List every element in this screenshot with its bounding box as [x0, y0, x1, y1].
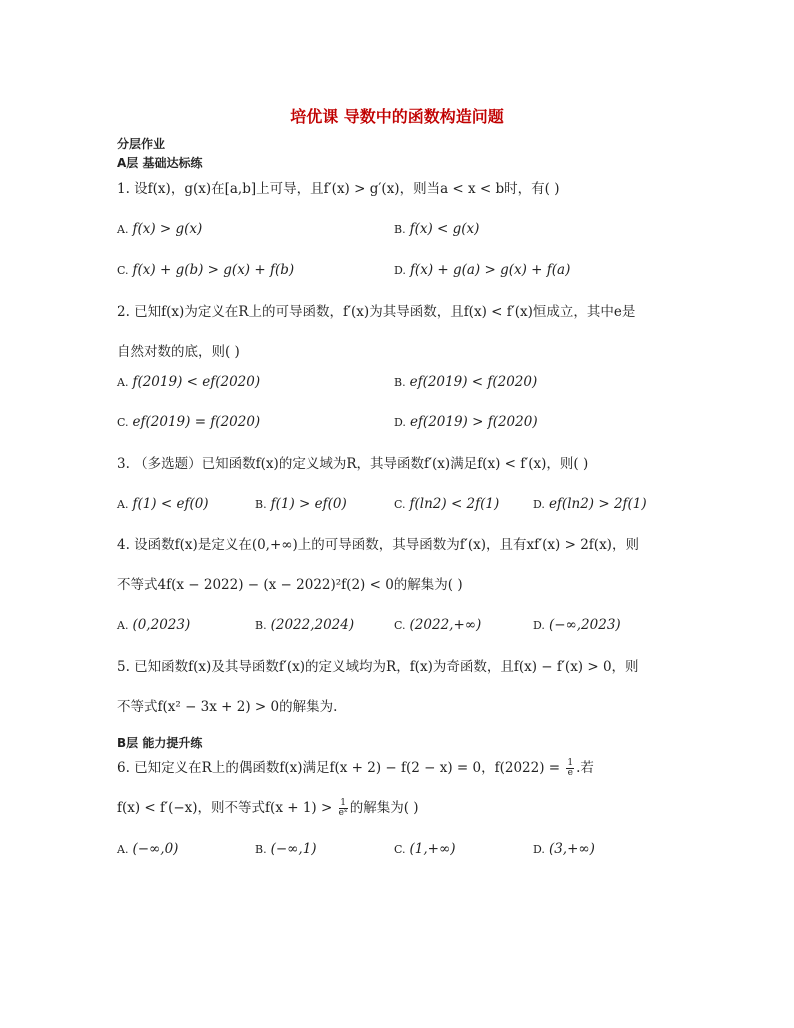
question-2-option-c [117, 412, 260, 433]
question-3-option-b [255, 494, 347, 515]
question-6-stem-line2 [117, 798, 419, 818]
question-4-option-a [117, 615, 190, 636]
option-text: ef(ln2) > 2f(1) [548, 496, 647, 512]
option-label: B. [255, 498, 267, 511]
option-text: (0,2023) [132, 617, 191, 633]
question-1-option-c [117, 260, 294, 281]
question-6-stem2-text: f(x) < f′(−x)，则不等式f(x + 1) > [117, 800, 337, 816]
option-text: ef(2019) = f(2020) [132, 414, 261, 430]
fraction [566, 759, 574, 778]
question-6-stem2-tail: 的解集为( ) [349, 800, 419, 816]
option-label: D. [394, 264, 406, 277]
option-text: (−∞,0) [132, 841, 179, 857]
option-text: (3,+∞) [548, 841, 595, 857]
option-label: A. [117, 843, 129, 856]
option-label: C. [394, 619, 406, 632]
fraction-denominator: e [567, 768, 573, 778]
question-6-option-a [117, 839, 178, 860]
option-label: C. [117, 416, 129, 429]
option-label: B. [394, 223, 406, 236]
option-text: (−∞,1) [270, 841, 317, 857]
question-2-stem-line2: 自然对数的底，则( ) [117, 344, 240, 360]
option-text: (2022,+∞) [409, 617, 482, 633]
question-6-option-b [255, 839, 317, 860]
question-5-stem-line2: 不等式f(x² − 3x + 2) > 0的解集为. [117, 699, 338, 715]
question-4-option-d [533, 615, 621, 636]
question-2-option-a [117, 372, 260, 393]
option-label: D. [533, 498, 545, 511]
option-label: C. [117, 264, 129, 277]
question-3-option-c [394, 494, 499, 515]
option-label: D. [394, 416, 406, 429]
question-4-option-c [394, 615, 481, 636]
option-text: ef(2019) < f(2020) [409, 374, 538, 390]
question-5-stem: 5. 已知函数f(x)及其导函数f′(x)的定义域均为R，f(x)为奇函数，且f(x) − f′(x) > 0，则 [117, 659, 639, 675]
question-2-option-d [394, 412, 538, 433]
option-label: C. [394, 843, 406, 856]
option-text: f(1) < ef(0) [132, 496, 209, 512]
option-text: f(ln2) < 2f(1) [409, 496, 500, 512]
section-heading: 分层作业 [117, 137, 166, 151]
option-label: D. [533, 843, 545, 856]
question-4-option-b [255, 615, 354, 636]
question-6-option-d [533, 839, 595, 860]
question-3-option-d [533, 494, 647, 515]
question-2-option-b [394, 372, 537, 393]
question-1-option-a [117, 219, 202, 240]
question-6-stem-text: 6. 已知定义在R上的偶函数f(x)满足f(x + 2) − f(2 − x) = 0，f(2022) = [117, 760, 565, 776]
option-text: f(x) + g(b) > g(x) + f(b) [132, 262, 295, 278]
question-4-stem-line2: 不等式4f(x − 2022) − (x − 2022)²f(2) < 0的解集为( ) [117, 577, 463, 593]
question-1-option-b [394, 219, 479, 240]
option-text: (1,+∞) [409, 841, 456, 857]
fraction-numerator: 1 [340, 798, 347, 808]
option-text: f(x) > g(x) [132, 221, 203, 237]
option-text: f(2019) < ef(2020) [132, 374, 261, 390]
fraction-denominator: eˣ [338, 808, 348, 818]
question-2-stem: 2. 已知f(x)为定义在R上的可导函数，f′(x)为其导函数，且f(x) < f′(x)恒成立，其中e是 [117, 304, 636, 320]
option-label: B. [394, 376, 406, 389]
option-label: A. [117, 376, 129, 389]
question-6-option-c [394, 839, 456, 860]
option-label: B. [255, 619, 267, 632]
option-label: D. [533, 619, 545, 632]
option-label: A. [117, 619, 129, 632]
option-label: A. [117, 223, 129, 236]
question-3-stem: 3. （多选题）已知函数f(x)的定义域为R，其导函数f′(x)满足f(x) < f′(x)，则( ) [117, 456, 589, 472]
option-label: A. [117, 498, 129, 511]
option-label: B. [255, 843, 267, 856]
option-text: f(x) + g(a) > g(x) + f(a) [409, 262, 571, 278]
option-text: f(1) > ef(0) [270, 496, 347, 512]
level-a-heading: A层 基础达标练 [117, 156, 203, 170]
question-4-stem: 4. 设函数f(x)是定义在(0,+∞)上的可导函数，其导函数为f′(x)，且有xf′(x) > 2f(x)，则 [117, 537, 639, 553]
question-1-stem: 1. 设f(x)，g(x)在[a,b]上可导，且f′(x) > g′(x)，则当a < x < b时，有( ) [117, 181, 560, 197]
option-text: (2022,2024) [270, 617, 355, 633]
document-title: 培优课 导数中的函数构造问题 [290, 107, 504, 126]
option-label: C. [394, 498, 406, 511]
fraction-numerator: 1 [567, 758, 574, 768]
option-text: (−∞,2023) [548, 617, 621, 633]
question-6-stem [117, 758, 594, 778]
question-6-stem-tail: .若 [576, 760, 594, 776]
option-text: ef(2019) > f(2020) [409, 414, 538, 430]
option-text: f(x) < g(x) [409, 221, 480, 237]
fraction [339, 799, 348, 818]
question-3-option-a [117, 494, 209, 515]
level-b-heading: B层 能力提升练 [117, 736, 203, 750]
question-1-option-d [394, 260, 570, 281]
